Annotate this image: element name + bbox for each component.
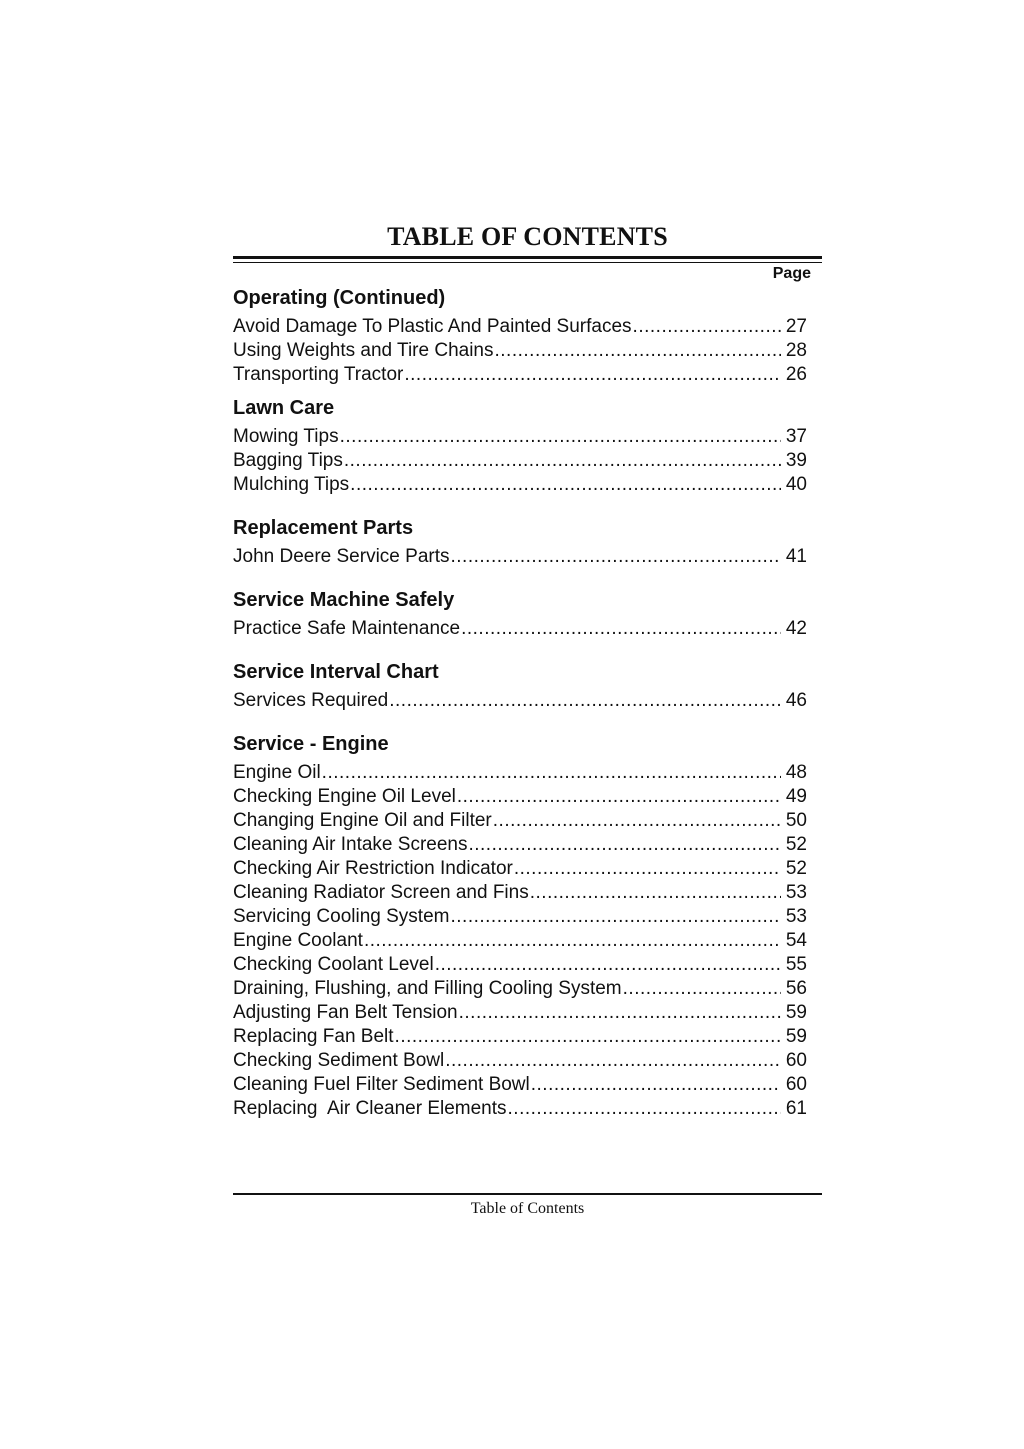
dot-leader (461, 617, 781, 641)
toc-entry[interactable] (233, 761, 807, 785)
entry-label: Practice Safe Maintenance (233, 618, 461, 639)
section-heading: Lawn Care (233, 397, 335, 419)
toc-entry[interactable] (233, 929, 807, 953)
section-heading: Service Interval Chart (233, 661, 439, 683)
entry-label: Mowing Tips (233, 426, 339, 447)
entry-label: Avoid Damage To Plastic And Painted Surfaces (233, 316, 632, 337)
toc-section-replacement-parts (233, 514, 807, 569)
entry-page: 52 (785, 858, 807, 879)
dot-leader (531, 1073, 781, 1097)
toc-entry[interactable] (233, 339, 807, 363)
dot-leader (450, 905, 781, 929)
entry-label: Checking Sediment Bowl (233, 1050, 445, 1071)
entry-label: Replacing Air Cleaner Elements (233, 1098, 507, 1119)
entry-label: Transporting Tractor (233, 364, 404, 385)
footer-rule (233, 1193, 822, 1195)
toc-list (233, 284, 807, 1121)
entry-page: 52 (785, 834, 807, 855)
toc-entry[interactable] (233, 545, 807, 569)
entry-page: 41 (785, 546, 807, 567)
toc-section-service-machine-safely (233, 586, 807, 641)
entry-page: 37 (785, 426, 807, 447)
dot-leader (350, 473, 781, 497)
dot-leader (530, 881, 781, 905)
toc-entry[interactable] (233, 833, 807, 857)
entry-page: 53 (785, 906, 807, 927)
entry-page: 59 (785, 1002, 807, 1023)
dot-leader (508, 1097, 781, 1121)
entry-label: Cleaning Radiator Screen and Fins (233, 882, 529, 903)
toc-section-operating (233, 284, 807, 387)
entry-label: John Deere Service Parts (233, 546, 450, 567)
toc-section-service-engine (233, 730, 807, 1121)
toc-entry[interactable] (233, 425, 807, 449)
toc-entry[interactable] (233, 1025, 807, 1049)
entry-label: Checking Air Restriction Indicator (233, 858, 513, 879)
entry-page: 56 (785, 978, 807, 999)
entry-label: Adjusting Fan Belt Tension (233, 1002, 458, 1023)
dot-leader (404, 363, 781, 387)
entry-page: 53 (785, 882, 807, 903)
entry-label: Engine Oil (233, 762, 321, 783)
toc-entry[interactable] (233, 809, 807, 833)
dot-leader (389, 689, 781, 713)
dot-leader (468, 833, 781, 857)
dot-leader (457, 785, 781, 809)
entry-page: 49 (785, 786, 807, 807)
dot-leader (633, 315, 781, 339)
toc-section-lawn-care (233, 394, 807, 497)
entry-label: Cleaning Fuel Filter Sediment Bowl (233, 1074, 530, 1095)
entry-label: Cleaning Air Intake Screens (233, 834, 468, 855)
entry-page: 59 (785, 1026, 807, 1047)
dot-leader (459, 1001, 781, 1025)
entry-label: Engine Coolant (233, 930, 363, 951)
entry-page: 50 (785, 810, 807, 831)
footer-text: Table of Contents (470, 1200, 585, 1217)
toc-entry[interactable] (233, 1001, 807, 1025)
dot-leader (435, 953, 781, 977)
entry-label: Servicing Cooling System (233, 906, 450, 927)
entry-page: 42 (785, 618, 807, 639)
toc-entry[interactable] (233, 689, 807, 713)
toc-entry[interactable] (233, 363, 807, 387)
entry-page: 60 (785, 1074, 807, 1095)
page-column-label: Page (772, 265, 811, 282)
entry-label: Using Weights and Tire Chains (233, 340, 494, 361)
toc-entry[interactable] (233, 953, 807, 977)
section-heading: Replacement Parts (233, 517, 414, 539)
toc-entry[interactable] (233, 449, 807, 473)
entry-page: 46 (785, 690, 807, 711)
dot-leader (340, 425, 781, 449)
page-title: TABLE OF CONTENTS (387, 222, 668, 251)
section-heading: Service Machine Safely (233, 589, 455, 611)
entry-page: 55 (785, 954, 807, 975)
dot-leader (514, 857, 781, 881)
dot-leader (451, 545, 782, 569)
title-rule (233, 256, 822, 259)
entry-label: Replacing Fan Belt (233, 1026, 394, 1047)
dot-leader (364, 929, 781, 953)
section-heading: Operating (Continued) (233, 287, 446, 309)
entry-page: 40 (785, 474, 807, 495)
entry-page: 54 (785, 930, 807, 951)
section-heading: Service - Engine (233, 733, 389, 755)
entry-page: 60 (785, 1050, 807, 1071)
entry-label: Bagging Tips (233, 450, 343, 471)
toc-entry[interactable] (233, 1073, 807, 1097)
entry-label: Mulching Tips (233, 474, 350, 495)
toc-entry[interactable] (233, 1049, 807, 1073)
toc-entry[interactable] (233, 1097, 807, 1121)
entry-label: Checking Engine Oil Level (233, 786, 456, 807)
dot-leader (493, 809, 781, 833)
dot-leader (495, 339, 782, 363)
toc-entry[interactable] (233, 857, 807, 881)
dot-leader (344, 449, 781, 473)
entry-page: 48 (785, 762, 807, 783)
entry-page: 61 (785, 1098, 807, 1119)
title-rule-thin (233, 262, 822, 263)
toc-entry[interactable] (233, 785, 807, 809)
entry-page: 28 (785, 340, 807, 361)
toc-section-service-interval-chart (233, 658, 807, 713)
dot-leader (322, 761, 781, 785)
entry-label: Draining, Flushing, and Filling Cooling System (233, 978, 622, 999)
toc-entry[interactable] (233, 315, 807, 339)
dot-leader (395, 1025, 781, 1049)
entry-label: Checking Coolant Level (233, 954, 434, 975)
toc-entry[interactable] (233, 905, 807, 929)
toc-entry[interactable] (233, 881, 807, 905)
entry-page: 39 (785, 450, 807, 471)
toc-entry[interactable] (233, 977, 807, 1001)
dot-leader (445, 1049, 781, 1073)
dot-leader (623, 977, 781, 1001)
toc-entry[interactable] (233, 473, 807, 497)
entry-page: 26 (785, 364, 807, 385)
entry-page: 27 (785, 316, 807, 337)
entry-label: Services Required (233, 690, 389, 711)
toc-entry[interactable] (233, 617, 807, 641)
entry-label: Changing Engine Oil and Filter (233, 810, 492, 831)
